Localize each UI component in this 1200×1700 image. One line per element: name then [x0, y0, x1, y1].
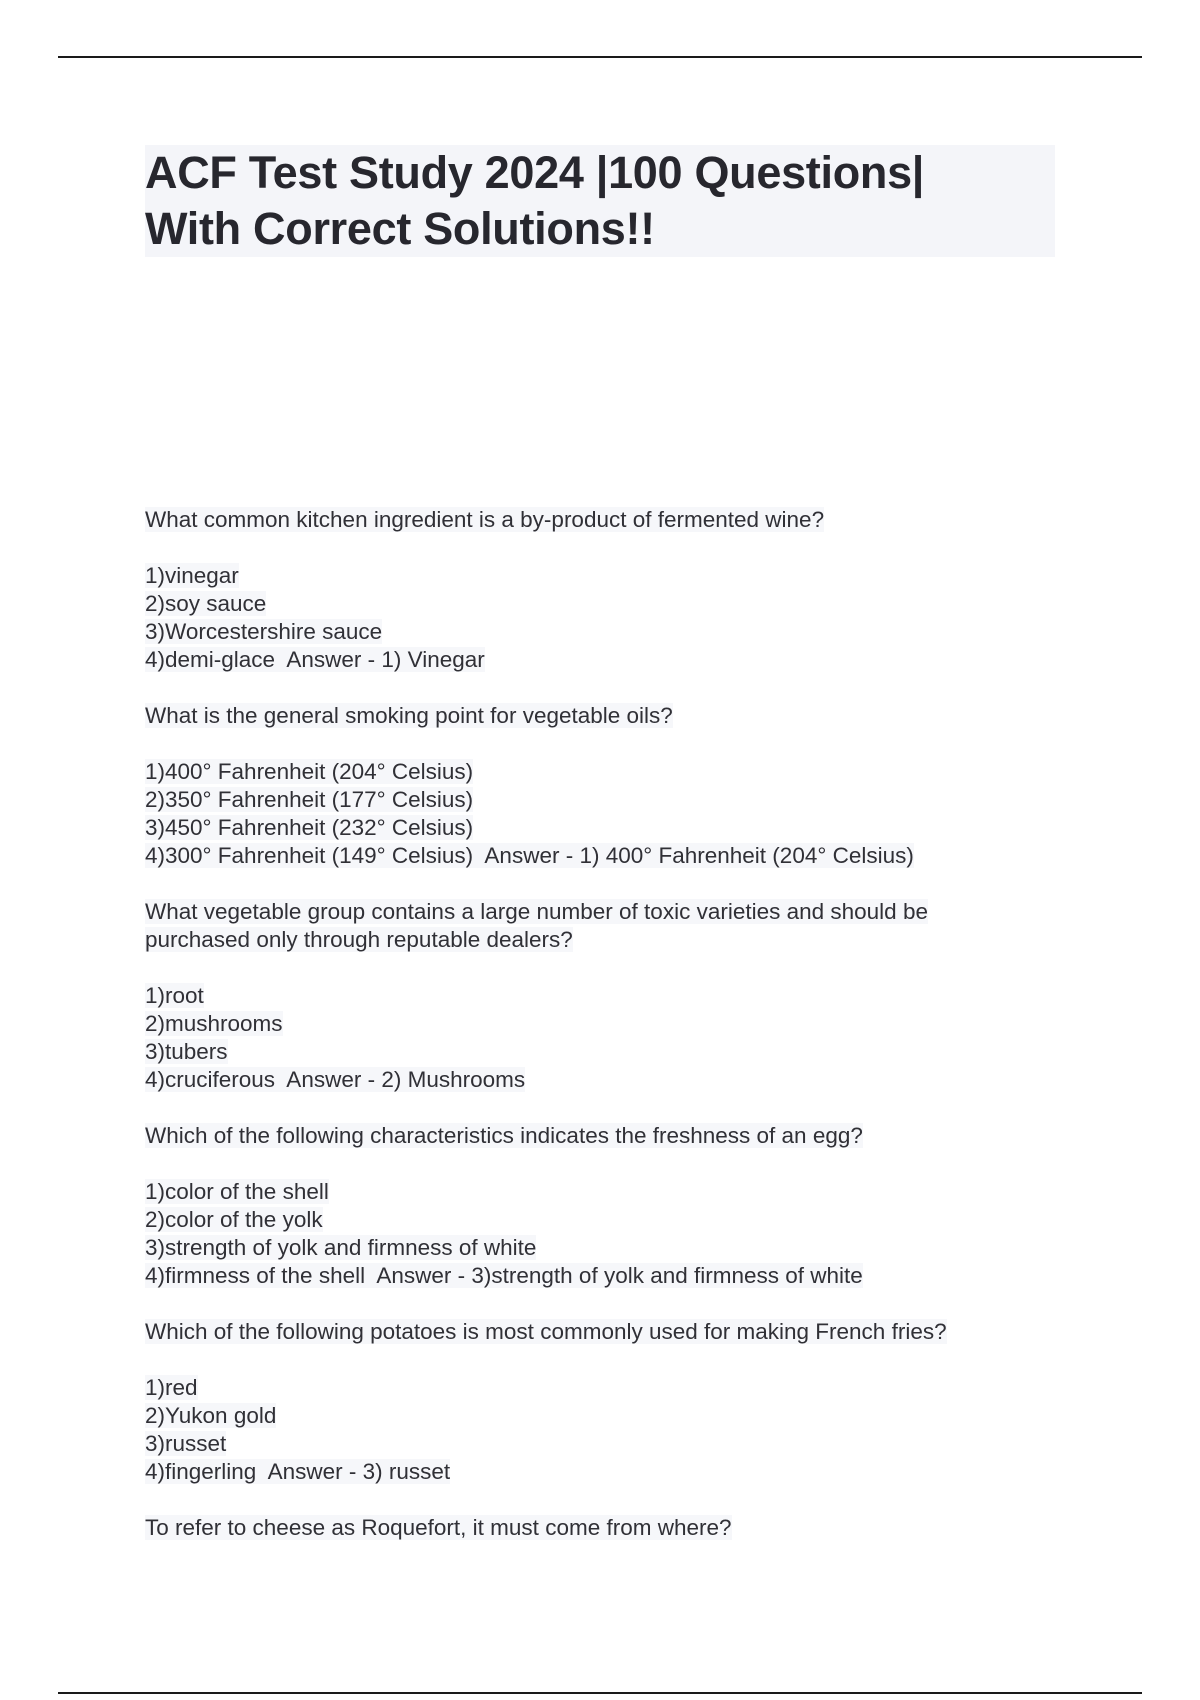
option: 2)mushrooms — [145, 1011, 283, 1036]
option: 1)red — [145, 1375, 198, 1400]
question-block — [145, 898, 1065, 1094]
option-with-answer: 4)cruciferous Answer - 2) Mushrooms — [145, 1067, 526, 1092]
question-text: What common kitchen ingredient is a by-product of fermented wine? — [145, 507, 825, 532]
option-with-answer: 4)fingerling Answer - 3) russet — [145, 1459, 451, 1484]
title-line-2: With Correct Solutions!! — [145, 203, 655, 254]
option: 3)russet — [145, 1431, 227, 1456]
option: 1)root — [145, 983, 204, 1008]
option-with-answer: 4)demi-glace Answer - 1) Vinegar — [145, 647, 485, 672]
question-text: Which of the following potatoes is most commonly used for making French fries? — [145, 1319, 947, 1344]
options-list — [145, 758, 1065, 870]
question-block — [145, 1122, 1065, 1290]
option: 3)Worcestershire sauce — [145, 619, 383, 644]
options-list — [145, 562, 1065, 674]
option: 3)450° Fahrenheit (232° Celsius) — [145, 815, 474, 840]
question-text: Which of the following characteristics indicates the freshness of an egg? — [145, 1123, 863, 1148]
option: 2)color of the yolk — [145, 1207, 323, 1232]
option: 2)Yukon gold — [145, 1403, 277, 1428]
option: 1)vinegar — [145, 563, 239, 588]
question-text: purchased only through reputable dealers? — [145, 927, 573, 952]
question-text: What vegetable group contains a large number of toxic varieties and should be — [145, 899, 928, 924]
option: 1)400° Fahrenheit (204° Celsius) — [145, 759, 474, 784]
question-block — [145, 702, 1065, 870]
bottom-rule — [58, 1692, 1142, 1694]
option: 2)350° Fahrenheit (177° Celsius) — [145, 787, 474, 812]
option: 3)strength of yolk and firmness of white — [145, 1235, 537, 1260]
option: 3)tubers — [145, 1039, 228, 1064]
option-with-answer: 4)300° Fahrenheit (149° Celsius) Answer - 1) 400° Fahrenheit (204° Celsius) — [145, 843, 914, 868]
question-block — [145, 1514, 1065, 1542]
top-rule — [58, 56, 1142, 58]
question-block — [145, 506, 1065, 674]
options-list — [145, 1374, 1065, 1486]
option: 1)color of the shell — [145, 1179, 329, 1204]
title-line-1: ACF Test Study 2024 |100 Questions| — [145, 147, 925, 198]
question-text: What is the general smoking point for vegetable oils? — [145, 703, 673, 728]
option-with-answer: 4)firmness of the shell Answer - 3)strength of yolk and firmness of white — [145, 1263, 863, 1288]
question-text: To refer to cheese as Roquefort, it must come from where? — [145, 1515, 732, 1540]
question-block — [145, 1318, 1065, 1486]
question-list — [145, 506, 1065, 1570]
option: 2)soy sauce — [145, 591, 267, 616]
options-list — [145, 1178, 1065, 1290]
options-list — [145, 982, 1065, 1094]
document-title — [145, 145, 1055, 257]
